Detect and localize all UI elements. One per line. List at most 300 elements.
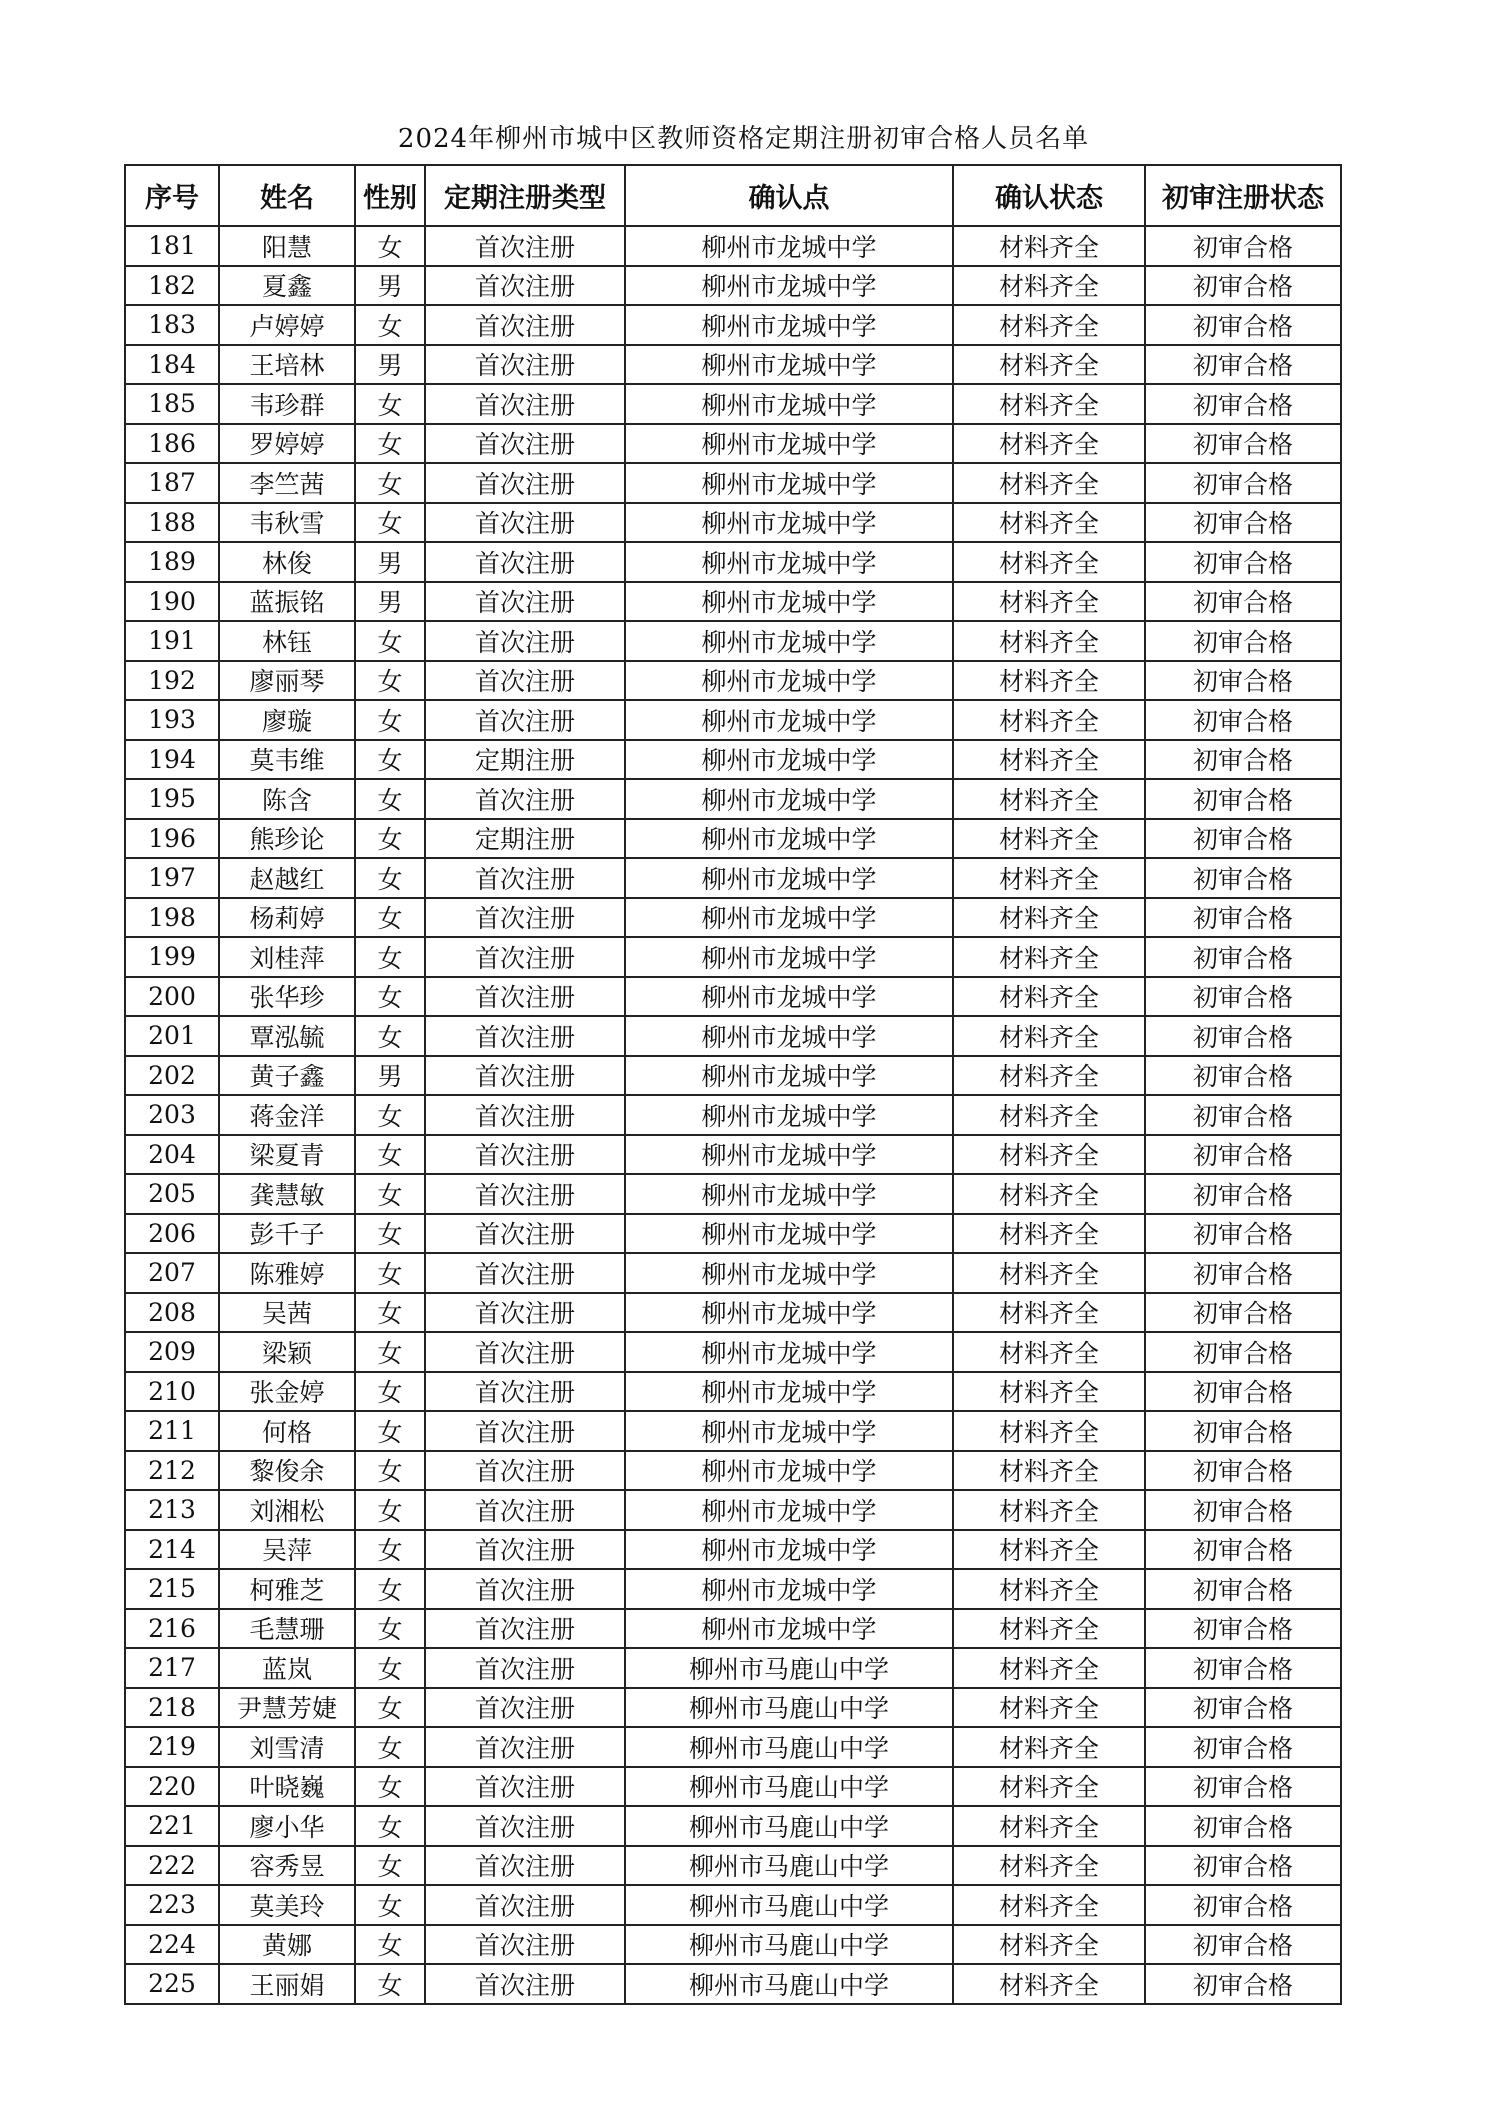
cell-name: 毛慧珊	[219, 1609, 355, 1649]
cell-name: 陈雅婷	[219, 1253, 355, 1293]
cell-confirmation-status: 材料齐全	[953, 1688, 1145, 1728]
table-row	[125, 661, 1341, 701]
cell-review-status: 初审合格	[1145, 1846, 1341, 1886]
header-gender: 性别	[355, 165, 425, 226]
table-row	[125, 621, 1341, 661]
cell-review-status: 初审合格	[1145, 898, 1341, 938]
cell-confirmation-site: 柳州市龙城中学	[625, 1372, 953, 1412]
cell-registration-type: 首次注册	[425, 266, 625, 306]
cell-gender: 女	[355, 937, 425, 977]
cell-gender: 女	[355, 1530, 425, 1570]
cell-confirmation-status: 材料齐全	[953, 740, 1145, 780]
cell-serial-number: 217	[125, 1648, 219, 1688]
cell-name: 阳慧	[219, 226, 355, 266]
cell-review-status: 初审合格	[1145, 858, 1341, 898]
cell-gender: 女	[355, 463, 425, 503]
cell-confirmation-status: 材料齐全	[953, 1451, 1145, 1491]
cell-gender: 女	[355, 779, 425, 819]
cell-gender: 男	[355, 542, 425, 582]
table-row	[125, 1411, 1341, 1451]
cell-name: 梁颖	[219, 1332, 355, 1372]
cell-confirmation-status: 材料齐全	[953, 582, 1145, 622]
cell-confirmation-status: 材料齐全	[953, 1885, 1145, 1925]
cell-gender: 女	[355, 1490, 425, 1530]
table-row	[125, 1648, 1341, 1688]
cell-serial-number: 219	[125, 1727, 219, 1767]
cell-registration-type: 首次注册	[425, 1332, 625, 1372]
cell-gender: 女	[355, 384, 425, 424]
cell-review-status: 初审合格	[1145, 1095, 1341, 1135]
cell-registration-type: 首次注册	[425, 1372, 625, 1412]
cell-serial-number: 191	[125, 621, 219, 661]
cell-confirmation-site: 柳州市龙城中学	[625, 1411, 953, 1451]
cell-registration-type: 首次注册	[425, 582, 625, 622]
cell-serial-number: 186	[125, 424, 219, 464]
cell-registration-type: 首次注册	[425, 1411, 625, 1451]
cell-serial-number: 202	[125, 1056, 219, 1096]
cell-confirmation-site: 柳州市龙城中学	[625, 1135, 953, 1175]
cell-gender: 女	[355, 1846, 425, 1886]
cell-review-status: 初审合格	[1145, 1925, 1341, 1965]
header-registration-type: 定期注册类型	[425, 165, 625, 226]
cell-registration-type: 首次注册	[425, 1925, 625, 1965]
cell-name: 覃泓毓	[219, 1016, 355, 1056]
cell-serial-number: 211	[125, 1411, 219, 1451]
cell-registration-type: 首次注册	[425, 1806, 625, 1846]
cell-confirmation-site: 柳州市龙城中学	[625, 582, 953, 622]
cell-registration-type: 定期注册	[425, 740, 625, 780]
cell-confirmation-site: 柳州市龙城中学	[625, 700, 953, 740]
cell-gender: 女	[355, 1293, 425, 1333]
cell-confirmation-site: 柳州市龙城中学	[625, 1016, 953, 1056]
cell-review-status: 初审合格	[1145, 1372, 1341, 1412]
cell-serial-number: 224	[125, 1925, 219, 1965]
table-row	[125, 1806, 1341, 1846]
cell-confirmation-site: 柳州市龙城中学	[625, 345, 953, 385]
cell-confirmation-status: 材料齐全	[953, 661, 1145, 701]
cell-review-status: 初审合格	[1145, 1609, 1341, 1649]
cell-gender: 女	[355, 305, 425, 345]
cell-serial-number: 196	[125, 819, 219, 859]
cell-serial-number: 212	[125, 1451, 219, 1491]
cell-name: 柯雅芝	[219, 1569, 355, 1609]
cell-name: 黄子鑫	[219, 1056, 355, 1096]
cell-serial-number: 199	[125, 937, 219, 977]
cell-confirmation-status: 材料齐全	[953, 345, 1145, 385]
table-row	[125, 1253, 1341, 1293]
cell-confirmation-site: 柳州市龙城中学	[625, 1253, 953, 1293]
cell-name: 卢婷婷	[219, 305, 355, 345]
cell-review-status: 初审合格	[1145, 503, 1341, 543]
cell-review-status: 初审合格	[1145, 1411, 1341, 1451]
cell-review-status: 初审合格	[1145, 1490, 1341, 1530]
cell-name: 赵越红	[219, 858, 355, 898]
cell-confirmation-site: 柳州市龙城中学	[625, 621, 953, 661]
cell-name: 吴萍	[219, 1530, 355, 1570]
cell-registration-type: 首次注册	[425, 1885, 625, 1925]
cell-gender: 女	[355, 1727, 425, 1767]
cell-serial-number: 181	[125, 226, 219, 266]
cell-confirmation-site: 柳州市龙城中学	[625, 1056, 953, 1096]
table-row	[125, 1846, 1341, 1886]
cell-registration-type: 定期注册	[425, 819, 625, 859]
table-row	[125, 1293, 1341, 1333]
cell-serial-number: 209	[125, 1332, 219, 1372]
cell-registration-type: 首次注册	[425, 1490, 625, 1530]
table-row	[125, 1174, 1341, 1214]
cell-confirmation-status: 材料齐全	[953, 305, 1145, 345]
cell-serial-number: 188	[125, 503, 219, 543]
cell-gender: 女	[355, 1688, 425, 1728]
cell-confirmation-site: 柳州市龙城中学	[625, 503, 953, 543]
cell-name: 梁夏青	[219, 1135, 355, 1175]
cell-registration-type: 首次注册	[425, 305, 625, 345]
cell-review-status: 初审合格	[1145, 740, 1341, 780]
cell-review-status: 初审合格	[1145, 779, 1341, 819]
cell-name: 廖丽琴	[219, 661, 355, 701]
table-row	[125, 266, 1341, 306]
cell-confirmation-site: 柳州市马鹿山中学	[625, 1648, 953, 1688]
cell-review-status: 初审合格	[1145, 1530, 1341, 1570]
cell-serial-number: 208	[125, 1293, 219, 1333]
cell-confirmation-site: 柳州市马鹿山中学	[625, 1846, 953, 1886]
cell-review-status: 初审合格	[1145, 305, 1341, 345]
cell-registration-type: 首次注册	[425, 1964, 625, 2004]
cell-gender: 女	[355, 1885, 425, 1925]
cell-gender: 女	[355, 1806, 425, 1846]
cell-review-status: 初审合格	[1145, 819, 1341, 859]
cell-confirmation-site: 柳州市龙城中学	[625, 661, 953, 701]
header-confirmation-site: 确认点	[625, 165, 953, 226]
table-row	[125, 1688, 1341, 1728]
cell-confirmation-status: 材料齐全	[953, 424, 1145, 464]
cell-confirmation-site: 柳州市龙城中学	[625, 542, 953, 582]
cell-gender: 女	[355, 1569, 425, 1609]
table-row	[125, 1885, 1341, 1925]
cell-name: 蓝岚	[219, 1648, 355, 1688]
cell-confirmation-site: 柳州市龙城中学	[625, 1569, 953, 1609]
cell-confirmation-status: 材料齐全	[953, 1095, 1145, 1135]
cell-serial-number: 197	[125, 858, 219, 898]
table-row	[125, 700, 1341, 740]
cell-gender: 女	[355, 661, 425, 701]
cell-gender: 女	[355, 1648, 425, 1688]
cell-registration-type: 首次注册	[425, 1530, 625, 1570]
cell-confirmation-status: 材料齐全	[953, 621, 1145, 661]
cell-serial-number: 216	[125, 1609, 219, 1649]
cell-confirmation-status: 材料齐全	[953, 226, 1145, 266]
cell-review-status: 初审合格	[1145, 977, 1341, 1017]
cell-serial-number: 206	[125, 1214, 219, 1254]
cell-name: 林俊	[219, 542, 355, 582]
cell-name: 廖小华	[219, 1806, 355, 1846]
cell-confirmation-status: 材料齐全	[953, 1846, 1145, 1886]
cell-registration-type: 首次注册	[425, 898, 625, 938]
header-serial-number: 序号	[125, 165, 219, 226]
cell-confirmation-site: 柳州市马鹿山中学	[625, 1767, 953, 1807]
cell-gender: 女	[355, 503, 425, 543]
cell-name: 龚慧敏	[219, 1174, 355, 1214]
cell-registration-type: 首次注册	[425, 1095, 625, 1135]
cell-name: 罗婷婷	[219, 424, 355, 464]
cell-gender: 女	[355, 1372, 425, 1412]
table-row	[125, 1214, 1341, 1254]
cell-confirmation-site: 柳州市龙城中学	[625, 977, 953, 1017]
cell-confirmation-status: 材料齐全	[953, 1293, 1145, 1333]
cell-name: 林钰	[219, 621, 355, 661]
cell-confirmation-status: 材料齐全	[953, 819, 1145, 859]
cell-serial-number: 214	[125, 1530, 219, 1570]
cell-confirmation-status: 材料齐全	[953, 1609, 1145, 1649]
table-row	[125, 542, 1341, 582]
cell-confirmation-status: 材料齐全	[953, 463, 1145, 503]
cell-review-status: 初审合格	[1145, 700, 1341, 740]
cell-serial-number: 189	[125, 542, 219, 582]
cell-review-status: 初审合格	[1145, 1214, 1341, 1254]
cell-serial-number: 195	[125, 779, 219, 819]
cell-serial-number: 187	[125, 463, 219, 503]
cell-serial-number: 200	[125, 977, 219, 1017]
cell-registration-type: 首次注册	[425, 1253, 625, 1293]
cell-confirmation-site: 柳州市龙城中学	[625, 740, 953, 780]
cell-review-status: 初审合格	[1145, 424, 1341, 464]
cell-review-status: 初审合格	[1145, 1451, 1341, 1491]
cell-name: 刘桂萍	[219, 937, 355, 977]
cell-serial-number: 218	[125, 1688, 219, 1728]
cell-confirmation-status: 材料齐全	[953, 1411, 1145, 1451]
table-row	[125, 1372, 1341, 1412]
cell-review-status: 初审合格	[1145, 621, 1341, 661]
table-row	[125, 1016, 1341, 1056]
table-row	[125, 1135, 1341, 1175]
cell-serial-number: 194	[125, 740, 219, 780]
cell-confirmation-status: 材料齐全	[953, 1174, 1145, 1214]
table-row	[125, 226, 1341, 266]
cell-confirmation-status: 材料齐全	[953, 1016, 1145, 1056]
table-row	[125, 1490, 1341, 1530]
cell-review-status: 初审合格	[1145, 1332, 1341, 1372]
cell-review-status: 初审合格	[1145, 1253, 1341, 1293]
cell-gender: 女	[355, 1214, 425, 1254]
table-row	[125, 503, 1341, 543]
table-row	[125, 1332, 1341, 1372]
cell-registration-type: 首次注册	[425, 384, 625, 424]
cell-confirmation-status: 材料齐全	[953, 1490, 1145, 1530]
cell-serial-number: 210	[125, 1372, 219, 1412]
cell-confirmation-site: 柳州市龙城中学	[625, 1490, 953, 1530]
cell-confirmation-site: 柳州市龙城中学	[625, 819, 953, 859]
cell-gender: 女	[355, 740, 425, 780]
cell-name: 何格	[219, 1411, 355, 1451]
document-title: 2024年柳州市城中区教师资格定期注册初审合格人员名单	[397, 124, 1090, 154]
cell-confirmation-site: 柳州市龙城中学	[625, 1451, 953, 1491]
cell-name: 刘湘松	[219, 1490, 355, 1530]
cell-confirmation-status: 材料齐全	[953, 1964, 1145, 2004]
cell-registration-type: 首次注册	[425, 1016, 625, 1056]
cell-name: 叶晓巍	[219, 1767, 355, 1807]
table-row	[125, 305, 1341, 345]
cell-gender: 女	[355, 1767, 425, 1807]
cell-confirmation-status: 材料齐全	[953, 1530, 1145, 1570]
cell-confirmation-status: 材料齐全	[953, 266, 1145, 306]
cell-serial-number: 213	[125, 1490, 219, 1530]
cell-confirmation-status: 材料齐全	[953, 1806, 1145, 1846]
cell-confirmation-site: 柳州市龙城中学	[625, 1609, 953, 1649]
table-row	[125, 384, 1341, 424]
cell-registration-type: 首次注册	[425, 1648, 625, 1688]
cell-review-status: 初审合格	[1145, 1885, 1341, 1925]
cell-registration-type: 首次注册	[425, 1056, 625, 1096]
cell-confirmation-status: 材料齐全	[953, 700, 1145, 740]
cell-confirmation-status: 材料齐全	[953, 1332, 1145, 1372]
cell-review-status: 初审合格	[1145, 1056, 1341, 1096]
cell-confirmation-status: 材料齐全	[953, 1925, 1145, 1965]
cell-registration-type: 首次注册	[425, 700, 625, 740]
cell-confirmation-site: 柳州市龙城中学	[625, 305, 953, 345]
cell-review-status: 初审合格	[1145, 266, 1341, 306]
cell-serial-number: 203	[125, 1095, 219, 1135]
table-row	[125, 1925, 1341, 1965]
cell-serial-number: 207	[125, 1253, 219, 1293]
cell-gender: 女	[355, 424, 425, 464]
cell-registration-type: 首次注册	[425, 1569, 625, 1609]
cell-confirmation-site: 柳州市马鹿山中学	[625, 1727, 953, 1767]
cell-serial-number: 215	[125, 1569, 219, 1609]
cell-registration-type: 首次注册	[425, 1214, 625, 1254]
header-confirmation-status: 确认状态	[953, 165, 1145, 226]
cell-confirmation-site: 柳州市马鹿山中学	[625, 1885, 953, 1925]
cell-name: 吴茜	[219, 1293, 355, 1333]
cell-confirmation-status: 材料齐全	[953, 1767, 1145, 1807]
cell-registration-type: 首次注册	[425, 1451, 625, 1491]
cell-confirmation-status: 材料齐全	[953, 542, 1145, 582]
cell-serial-number: 182	[125, 266, 219, 306]
cell-gender: 女	[355, 1332, 425, 1372]
cell-gender: 女	[355, 700, 425, 740]
header-row	[125, 165, 1341, 226]
cell-confirmation-site: 柳州市马鹿山中学	[625, 1964, 953, 2004]
cell-gender: 女	[355, 1609, 425, 1649]
cell-review-status: 初审合格	[1145, 937, 1341, 977]
cell-gender: 女	[355, 819, 425, 859]
cell-gender: 女	[355, 858, 425, 898]
cell-review-status: 初审合格	[1145, 1135, 1341, 1175]
table-row	[125, 977, 1341, 1017]
cell-review-status: 初审合格	[1145, 661, 1341, 701]
cell-gender: 男	[355, 345, 425, 385]
cell-review-status: 初审合格	[1145, 582, 1341, 622]
table-header	[125, 165, 1341, 226]
cell-name: 杨莉婷	[219, 898, 355, 938]
table-row	[125, 1964, 1341, 2004]
table-row	[125, 740, 1341, 780]
table-row	[125, 463, 1341, 503]
cell-name: 夏鑫	[219, 266, 355, 306]
cell-name: 王丽娟	[219, 1964, 355, 2004]
table-row	[125, 779, 1341, 819]
cell-name: 陈含	[219, 779, 355, 819]
cell-confirmation-site: 柳州市龙城中学	[625, 1332, 953, 1372]
cell-review-status: 初审合格	[1145, 1964, 1341, 2004]
cell-confirmation-status: 材料齐全	[953, 898, 1145, 938]
cell-registration-type: 首次注册	[425, 1767, 625, 1807]
cell-serial-number: 192	[125, 661, 219, 701]
cell-confirmation-status: 材料齐全	[953, 1056, 1145, 1096]
table-row	[125, 1451, 1341, 1491]
table-row	[125, 1095, 1341, 1135]
cell-name: 韦秋雪	[219, 503, 355, 543]
cell-review-status: 初审合格	[1145, 345, 1341, 385]
cell-name: 张华珍	[219, 977, 355, 1017]
cell-gender: 女	[355, 1016, 425, 1056]
cell-serial-number: 220	[125, 1767, 219, 1807]
cell-review-status: 初审合格	[1145, 1016, 1341, 1056]
cell-confirmation-site: 柳州市龙城中学	[625, 1174, 953, 1214]
table-row	[125, 858, 1341, 898]
cell-confirmation-status: 材料齐全	[953, 1569, 1145, 1609]
cell-serial-number: 193	[125, 700, 219, 740]
cell-registration-type: 首次注册	[425, 1727, 625, 1767]
cell-confirmation-site: 柳州市龙城中学	[625, 463, 953, 503]
cell-gender: 男	[355, 1056, 425, 1096]
cell-confirmation-status: 材料齐全	[953, 1214, 1145, 1254]
cell-confirmation-status: 材料齐全	[953, 503, 1145, 543]
table-row	[125, 898, 1341, 938]
cell-name: 尹慧芳婕	[219, 1688, 355, 1728]
cell-review-status: 初审合格	[1145, 1727, 1341, 1767]
cell-confirmation-status: 材料齐全	[953, 977, 1145, 1017]
cell-registration-type: 首次注册	[425, 1174, 625, 1214]
cell-gender: 女	[355, 1411, 425, 1451]
cell-registration-type: 首次注册	[425, 503, 625, 543]
cell-registration-type: 首次注册	[425, 858, 625, 898]
cell-name: 廖璇	[219, 700, 355, 740]
cell-serial-number: 204	[125, 1135, 219, 1175]
table-row	[125, 345, 1341, 385]
cell-confirmation-site: 柳州市马鹿山中学	[625, 1688, 953, 1728]
cell-serial-number: 222	[125, 1846, 219, 1886]
table-body	[125, 226, 1341, 2004]
cell-serial-number: 198	[125, 898, 219, 938]
table-row	[125, 819, 1341, 859]
cell-confirmation-status: 材料齐全	[953, 779, 1145, 819]
cell-confirmation-site: 柳州市龙城中学	[625, 424, 953, 464]
cell-gender: 女	[355, 1095, 425, 1135]
cell-registration-type: 首次注册	[425, 779, 625, 819]
cell-confirmation-status: 材料齐全	[953, 858, 1145, 898]
cell-gender: 男	[355, 266, 425, 306]
cell-serial-number: 184	[125, 345, 219, 385]
cell-review-status: 初审合格	[1145, 1767, 1341, 1807]
cell-name: 熊珍论	[219, 819, 355, 859]
cell-name: 蒋金洋	[219, 1095, 355, 1135]
cell-gender: 女	[355, 1253, 425, 1293]
cell-registration-type: 首次注册	[425, 661, 625, 701]
cell-name: 彭千子	[219, 1214, 355, 1254]
cell-serial-number: 225	[125, 1964, 219, 2004]
cell-name: 容秀昱	[219, 1846, 355, 1886]
cell-review-status: 初审合格	[1145, 542, 1341, 582]
cell-name: 韦珍群	[219, 384, 355, 424]
cell-gender: 女	[355, 226, 425, 266]
cell-registration-type: 首次注册	[425, 345, 625, 385]
cell-review-status: 初审合格	[1145, 1569, 1341, 1609]
table-row	[125, 1530, 1341, 1570]
cell-confirmation-status: 材料齐全	[953, 937, 1145, 977]
cell-confirmation-status: 材料齐全	[953, 1648, 1145, 1688]
cell-confirmation-site: 柳州市龙城中学	[625, 898, 953, 938]
cell-registration-type: 首次注册	[425, 226, 625, 266]
